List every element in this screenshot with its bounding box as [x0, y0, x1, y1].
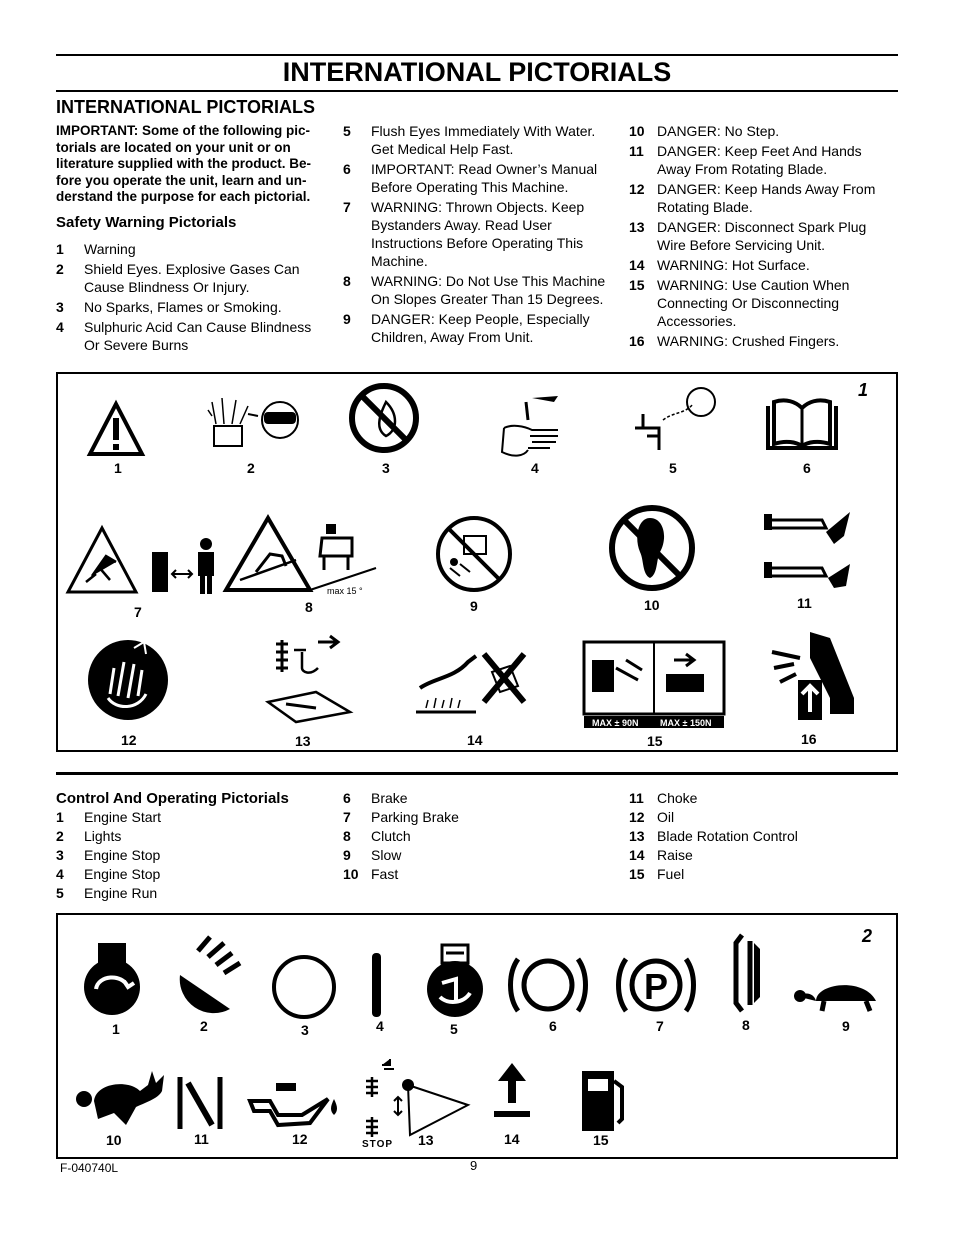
list-item [629, 846, 897, 864]
item-number: 11 [629, 790, 644, 806]
item-number: 9 [343, 311, 351, 327]
pictorial-number: 12 [292, 1131, 308, 1147]
item-text: Blade Rotation Control [657, 828, 798, 844]
control-column-3 [629, 789, 897, 884]
control-heading: Control And Operating Pictorials [56, 790, 289, 807]
section-rule [56, 772, 898, 775]
item-number: 15 [629, 277, 645, 293]
pictorial-number: 14 [504, 1131, 520, 1147]
item-text: WARNING: Use Caution When Connecting Or Disconnecting Accessories. [657, 277, 850, 329]
pictorial-number: 5 [450, 1021, 458, 1037]
pictorial-number: 1 [114, 460, 122, 476]
control-pictorials-panel [56, 913, 898, 1159]
force-label-right: MAX ± 150N [660, 718, 712, 728]
parking-letter: P [644, 966, 669, 1007]
item-number: 5 [343, 123, 351, 139]
pictorial-number: 2 [200, 1018, 208, 1034]
list-item [343, 789, 611, 807]
blade-rotation-control-icon [362, 1059, 468, 1150]
item-text: DANGER: Keep Hands Away From Rotating Blade. [657, 181, 876, 215]
item-text: DANGER: No Step. [657, 123, 780, 139]
pictorial-number: 12 [121, 732, 137, 748]
pictorial-number: 8 [305, 599, 313, 615]
item-text: Warning [84, 240, 136, 257]
list-item [629, 332, 897, 350]
shield-eyes-icon [208, 398, 298, 446]
list-item [343, 808, 611, 826]
item-number: 6 [343, 161, 351, 177]
safety-column-2 [343, 122, 611, 348]
acid-burn-icon [502, 396, 558, 456]
item-text: Fuel [657, 866, 685, 882]
pictorial-number: 13 [418, 1132, 434, 1148]
item-text: WARNING: Hot Surface. [657, 257, 810, 273]
list-item [56, 884, 328, 902]
pictorial-number: 2 [247, 460, 255, 476]
item-number: 15 [629, 866, 645, 882]
item-number: 3 [56, 298, 64, 315]
figure-label: 2 [862, 926, 873, 946]
item-number: 4 [56, 318, 64, 335]
document-code: F-040740L [60, 1161, 119, 1175]
engine-start-icon [84, 943, 140, 1015]
force-label-left: MAX ± 90N [592, 718, 639, 728]
item-number: 14 [629, 257, 645, 273]
item-text: Engine Run [84, 885, 158, 901]
list-item [343, 846, 611, 864]
title-rule [56, 90, 898, 92]
slope-warning-icon [226, 518, 376, 596]
safety-pictorials-figure [58, 374, 896, 750]
pictorial-number: 15 [593, 1132, 609, 1148]
list-item [343, 865, 611, 883]
item-text: WARNING: Do Not Use This Machine On Slopes Greater Than 15 Degrees. [371, 273, 606, 307]
brake-icon [511, 959, 586, 1011]
pictorial-number: 10 [644, 597, 660, 613]
pictorial-number: 7 [656, 1018, 664, 1034]
control-column-2 [343, 789, 611, 884]
oil-can-icon [250, 1083, 337, 1125]
crushed-fingers-icon [772, 632, 854, 720]
warning-triangle-icon [90, 404, 142, 454]
pictorial-number: 6 [803, 460, 811, 476]
item-text: Fast [371, 866, 399, 882]
safety-list-1 [56, 240, 328, 354]
fast-rabbit-icon [76, 1071, 164, 1125]
choke-icon [180, 1077, 220, 1129]
item-text: Engine Stop [84, 866, 161, 882]
pictorial-number: 4 [531, 460, 539, 476]
item-number: 11 [629, 143, 644, 159]
pictorial-number: 6 [549, 1018, 557, 1034]
item-number: 10 [629, 123, 645, 139]
item-number: 4 [56, 866, 64, 882]
item-number: 5 [56, 885, 64, 901]
item-number: 10 [343, 866, 359, 882]
item-text: Engine Start [84, 809, 162, 825]
list-item [629, 865, 897, 883]
pictorial-number: 16 [801, 731, 817, 747]
item-number: 1 [56, 809, 64, 825]
safety-list-2 [343, 122, 611, 346]
item-number: 7 [343, 199, 351, 215]
item-number: 8 [343, 828, 351, 844]
engine-run-icon [427, 945, 483, 1017]
pictorial-number: 8 [742, 1017, 750, 1033]
pictorial-number: 15 [647, 733, 663, 749]
safety-heading: Safety Warning Pictorials [56, 213, 237, 231]
item-text: Sulphuric Acid Can Cause Blindness Or Severe Burns [84, 318, 312, 353]
pictorial-number: 5 [669, 460, 677, 476]
keep-children-away-icon [438, 518, 510, 590]
item-number: 7 [343, 809, 351, 825]
list-item [629, 180, 897, 216]
item-text: Raise [657, 847, 693, 863]
item-text: Slow [371, 847, 402, 863]
list-item [343, 310, 611, 346]
item-text: WARNING: Crushed Fingers. [657, 333, 840, 349]
list-item [56, 808, 328, 826]
stop-label: STOP [362, 1139, 394, 1150]
item-number: 14 [629, 847, 645, 863]
page-number: 9 [470, 1158, 478, 1173]
item-text: Clutch [371, 828, 411, 844]
list-item [56, 260, 328, 296]
list-item [629, 256, 897, 274]
list-item [343, 827, 611, 845]
item-text: WARNING: Thrown Objects. Keep Bystanders Away. Read User Instructions Before Operating This Machine. [371, 199, 585, 269]
slope-label: max 15 ° [327, 586, 363, 596]
item-text: Choke [657, 790, 698, 806]
control-pictorials-figure [58, 915, 896, 1157]
list-item [629, 218, 897, 254]
page-title: INTERNATIONAL PICTORIALS [282, 57, 672, 87]
flush-eyes-icon [635, 388, 715, 450]
hot-surface-icon [416, 654, 524, 712]
no-flames-icon [352, 386, 416, 450]
item-number: 9 [343, 847, 351, 863]
pictorial-number: 9 [470, 598, 478, 614]
no-step-icon [612, 508, 692, 588]
hand-rotating-blade-icon [88, 640, 168, 720]
slow-turtle-icon [794, 985, 876, 1011]
item-text: Brake [371, 790, 408, 806]
pictorial-number: 7 [134, 604, 142, 620]
accessory-connect-icon [584, 642, 724, 728]
pictorial-number: 11 [797, 595, 812, 611]
list-item [629, 142, 897, 178]
lights-icon [180, 937, 240, 1013]
pictorial-number: 14 [467, 732, 483, 748]
pictorial-number: 3 [301, 1022, 309, 1038]
item-text: DANGER: Disconnect Spark Plug Wire Before Servicing Unit. [657, 219, 867, 253]
item-text: Lights [84, 828, 122, 844]
item-number: 12 [629, 181, 645, 197]
list-item [629, 808, 897, 826]
item-number: 3 [56, 847, 64, 863]
rotating-blade-feet-hands-icon [764, 512, 850, 588]
item-number: 13 [629, 828, 645, 844]
pictorial-number: 1 [112, 1021, 120, 1037]
parking-brake-icon [619, 959, 694, 1011]
pictorial-number: 9 [842, 1018, 850, 1034]
safety-column-1 [56, 97, 328, 356]
pictorial-number: 10 [106, 1132, 122, 1148]
engine-stop-circle-icon [274, 957, 334, 1017]
item-text: Engine Stop [84, 847, 161, 863]
list-item [56, 318, 328, 354]
list-item [629, 789, 897, 807]
pictorial-number: 11 [194, 1131, 209, 1147]
item-number: 2 [56, 828, 64, 844]
figure-label: 1 [858, 380, 869, 400]
item-text: Parking Brake [371, 809, 459, 825]
list-item [56, 240, 328, 258]
item-number: 8 [343, 273, 351, 289]
item-number: 12 [629, 809, 645, 825]
important-note: IMPORTANT: Some of the following pic- torials are located on your unit or on literature supplied with the product. Be- fore you operate the unit, learn and un- derstand the purpose for each pictorial. [56, 123, 312, 204]
list-item [629, 122, 897, 140]
control-list-1 [56, 808, 328, 902]
list-item [343, 160, 611, 196]
thrown-objects-icon [68, 528, 214, 594]
item-number: 13 [629, 219, 645, 235]
pictorial-number: 3 [382, 460, 390, 476]
item-text: DANGER: Keep Feet And Hands Away From Rotating Blade. [657, 143, 862, 177]
pictorial-number: 13 [295, 733, 311, 749]
item-number: 1 [56, 240, 64, 257]
section-heading: INTERNATIONAL PICTORIALS [56, 97, 316, 117]
item-number: 16 [629, 333, 645, 349]
list-item [629, 276, 897, 330]
owners-manual-icon [768, 400, 836, 448]
pictorial-number: 4 [376, 1018, 384, 1034]
clutch-icon [736, 935, 760, 1011]
list-item [343, 198, 611, 270]
list-item [56, 846, 328, 864]
item-text: DANGER: Keep People, Especially Children, Away From Unit. [371, 311, 590, 345]
item-text: Flush Eyes Immediately With Water. Get Medical Help Fast. [371, 123, 596, 157]
list-item [343, 272, 611, 308]
raise-arrow-icon [494, 1063, 530, 1117]
safety-column-3 [629, 122, 897, 352]
list-item [343, 122, 611, 158]
safety-list-3 [629, 122, 897, 350]
control-list-3 [629, 789, 897, 883]
item-number: 6 [343, 790, 351, 806]
item-text: Oil [657, 809, 675, 825]
list-item [56, 298, 328, 316]
spark-plug-disconnect-icon [268, 636, 350, 722]
engine-stop-bar-icon [372, 953, 381, 1017]
safety-pictorials-panel [56, 372, 898, 752]
control-column-1 [56, 790, 328, 903]
control-list-2 [343, 789, 611, 883]
item-text: IMPORTANT: Read Owner’s Manual Before Operating This Machine. [371, 161, 598, 195]
list-item [56, 865, 328, 883]
item-text: Shield Eyes. Explosive Gases Can Cause Blindness Or Injury. [84, 260, 300, 295]
item-number: 2 [56, 260, 64, 277]
fuel-pump-icon [582, 1071, 622, 1131]
list-item [56, 827, 328, 845]
item-text: No Sparks, Flames or Smoking. [84, 298, 282, 315]
list-item [629, 827, 897, 845]
